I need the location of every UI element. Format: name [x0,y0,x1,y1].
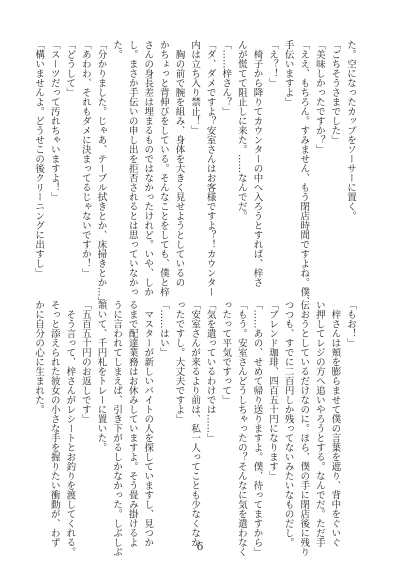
text-line: かちょっと背伸びをしている。そんなことをしても、僕と梓 [157,40,169,297]
text-line: マスターが新しいバイトの人を探していますし、見つか [142,300,154,547]
text-line: 「ごちそうさまでした」 [329,40,341,145]
text-line: つつも、すでに二百円しか残ってないみたいなものだし。 [282,300,294,547]
text-line: 伝おうとしているだけなのに。ほら、僕の手に閉店後に残り [298,300,310,557]
text-line: た。空になったカップをソーサーに置く。 [345,40,356,221]
text-line: 「ブレンド珈琲、四百五十円になります」 [267,300,279,481]
text-line: い押してレジの方へ追いやろうとする。なんでだ。ただ手 [313,300,325,547]
text-line: るまで配達業務はお休みしていますよ。そう畳み掛けるよ [126,300,138,547]
text-line: 「構いませんよ。どうせこの後クリーニングに出すし」 [33,40,45,278]
text-line: し。まさか手伝いの申し出を拒否されるとは思っていなかっ [126,40,138,297]
text-line: そっと添えられた彼女の小さな手を握りたい衝動が、わず [48,300,60,547]
text-line: 「もう。安室さんどうしちゃったの？そんなに気を遣わなく [235,300,247,557]
text-column-top [33,40,358,306]
text-line: んが慌てて阻止しに来た。……なんでだ。 [235,40,247,221]
text-line: うに言われてしまえば、引き下がるしかなかった。しぶしぶ [111,300,123,557]
text-line: 「安室さんが来るより前は、私一人ってことも少なくなか [189,300,201,547]
text-line: 椅子から降りてカウンターの中へ入ろうとすれば、梓さ [251,40,263,287]
page-number: 6 [196,540,204,553]
text-line: 頷いて、千円札をトレーに置いた。 [95,300,107,452]
text-line: 「ええ、もちろん。すみません、もう閉店時間ですよね。僕、 [298,40,310,306]
text-line: 「ダ、ダメですよ？安室さんはお客様ですよ？！カウンター [204,40,216,297]
text-line: 「気を遣っているわけでは……」 [204,300,216,443]
text-column-bottom [33,300,358,557]
text-line: 内は立ち入り禁止！」 [189,40,201,135]
text-line: 「スーツだって汚れちゃいますよ！」 [48,40,60,202]
text-line: 手伝いますよ」 [282,40,294,107]
text-line: 「五百五十円のお返しです」 [79,300,91,424]
text-line: ったですし。大丈夫ですよ」 [173,300,185,424]
text-line: 「……あの、せめて帰り送りますよ。僕、待ってますから」 [251,300,263,557]
text-line: 「どうして」 [64,40,76,97]
text-line: そう言って、梓さんがレシートとお釣りを渡してくれる。 [64,300,76,557]
text-line: さんの身長差は埋まるものではなかったけれど。いや、しか [142,40,154,297]
text-line: た。 [111,40,123,59]
text-line: 「……はい」 [157,300,169,357]
text-line: 「もお！」 [345,300,356,348]
text-line: ったって平気ですって」 [220,300,232,405]
text-line: 「……梓さん？」 [220,40,232,116]
text-line: 「え？！」 [267,40,279,88]
text-line: 「あわわ、それもダメに決まってるじゃないですか！」 [79,40,91,278]
text-line: 胸の前で腕を組み、身体を大きく見せようとしているの [173,40,185,287]
text-line: かに自分の心に生まれた。 [33,300,45,414]
text-line: 「分かりました。じゃあ、テーブル拭きとか、床掃きとか…」 [95,40,107,306]
text-line: 「美味しかったですか？」 [313,40,325,154]
text-line: 梓さんは頬を膨らませて僕の言葉を遮り、背中をぐいぐ [329,300,341,547]
